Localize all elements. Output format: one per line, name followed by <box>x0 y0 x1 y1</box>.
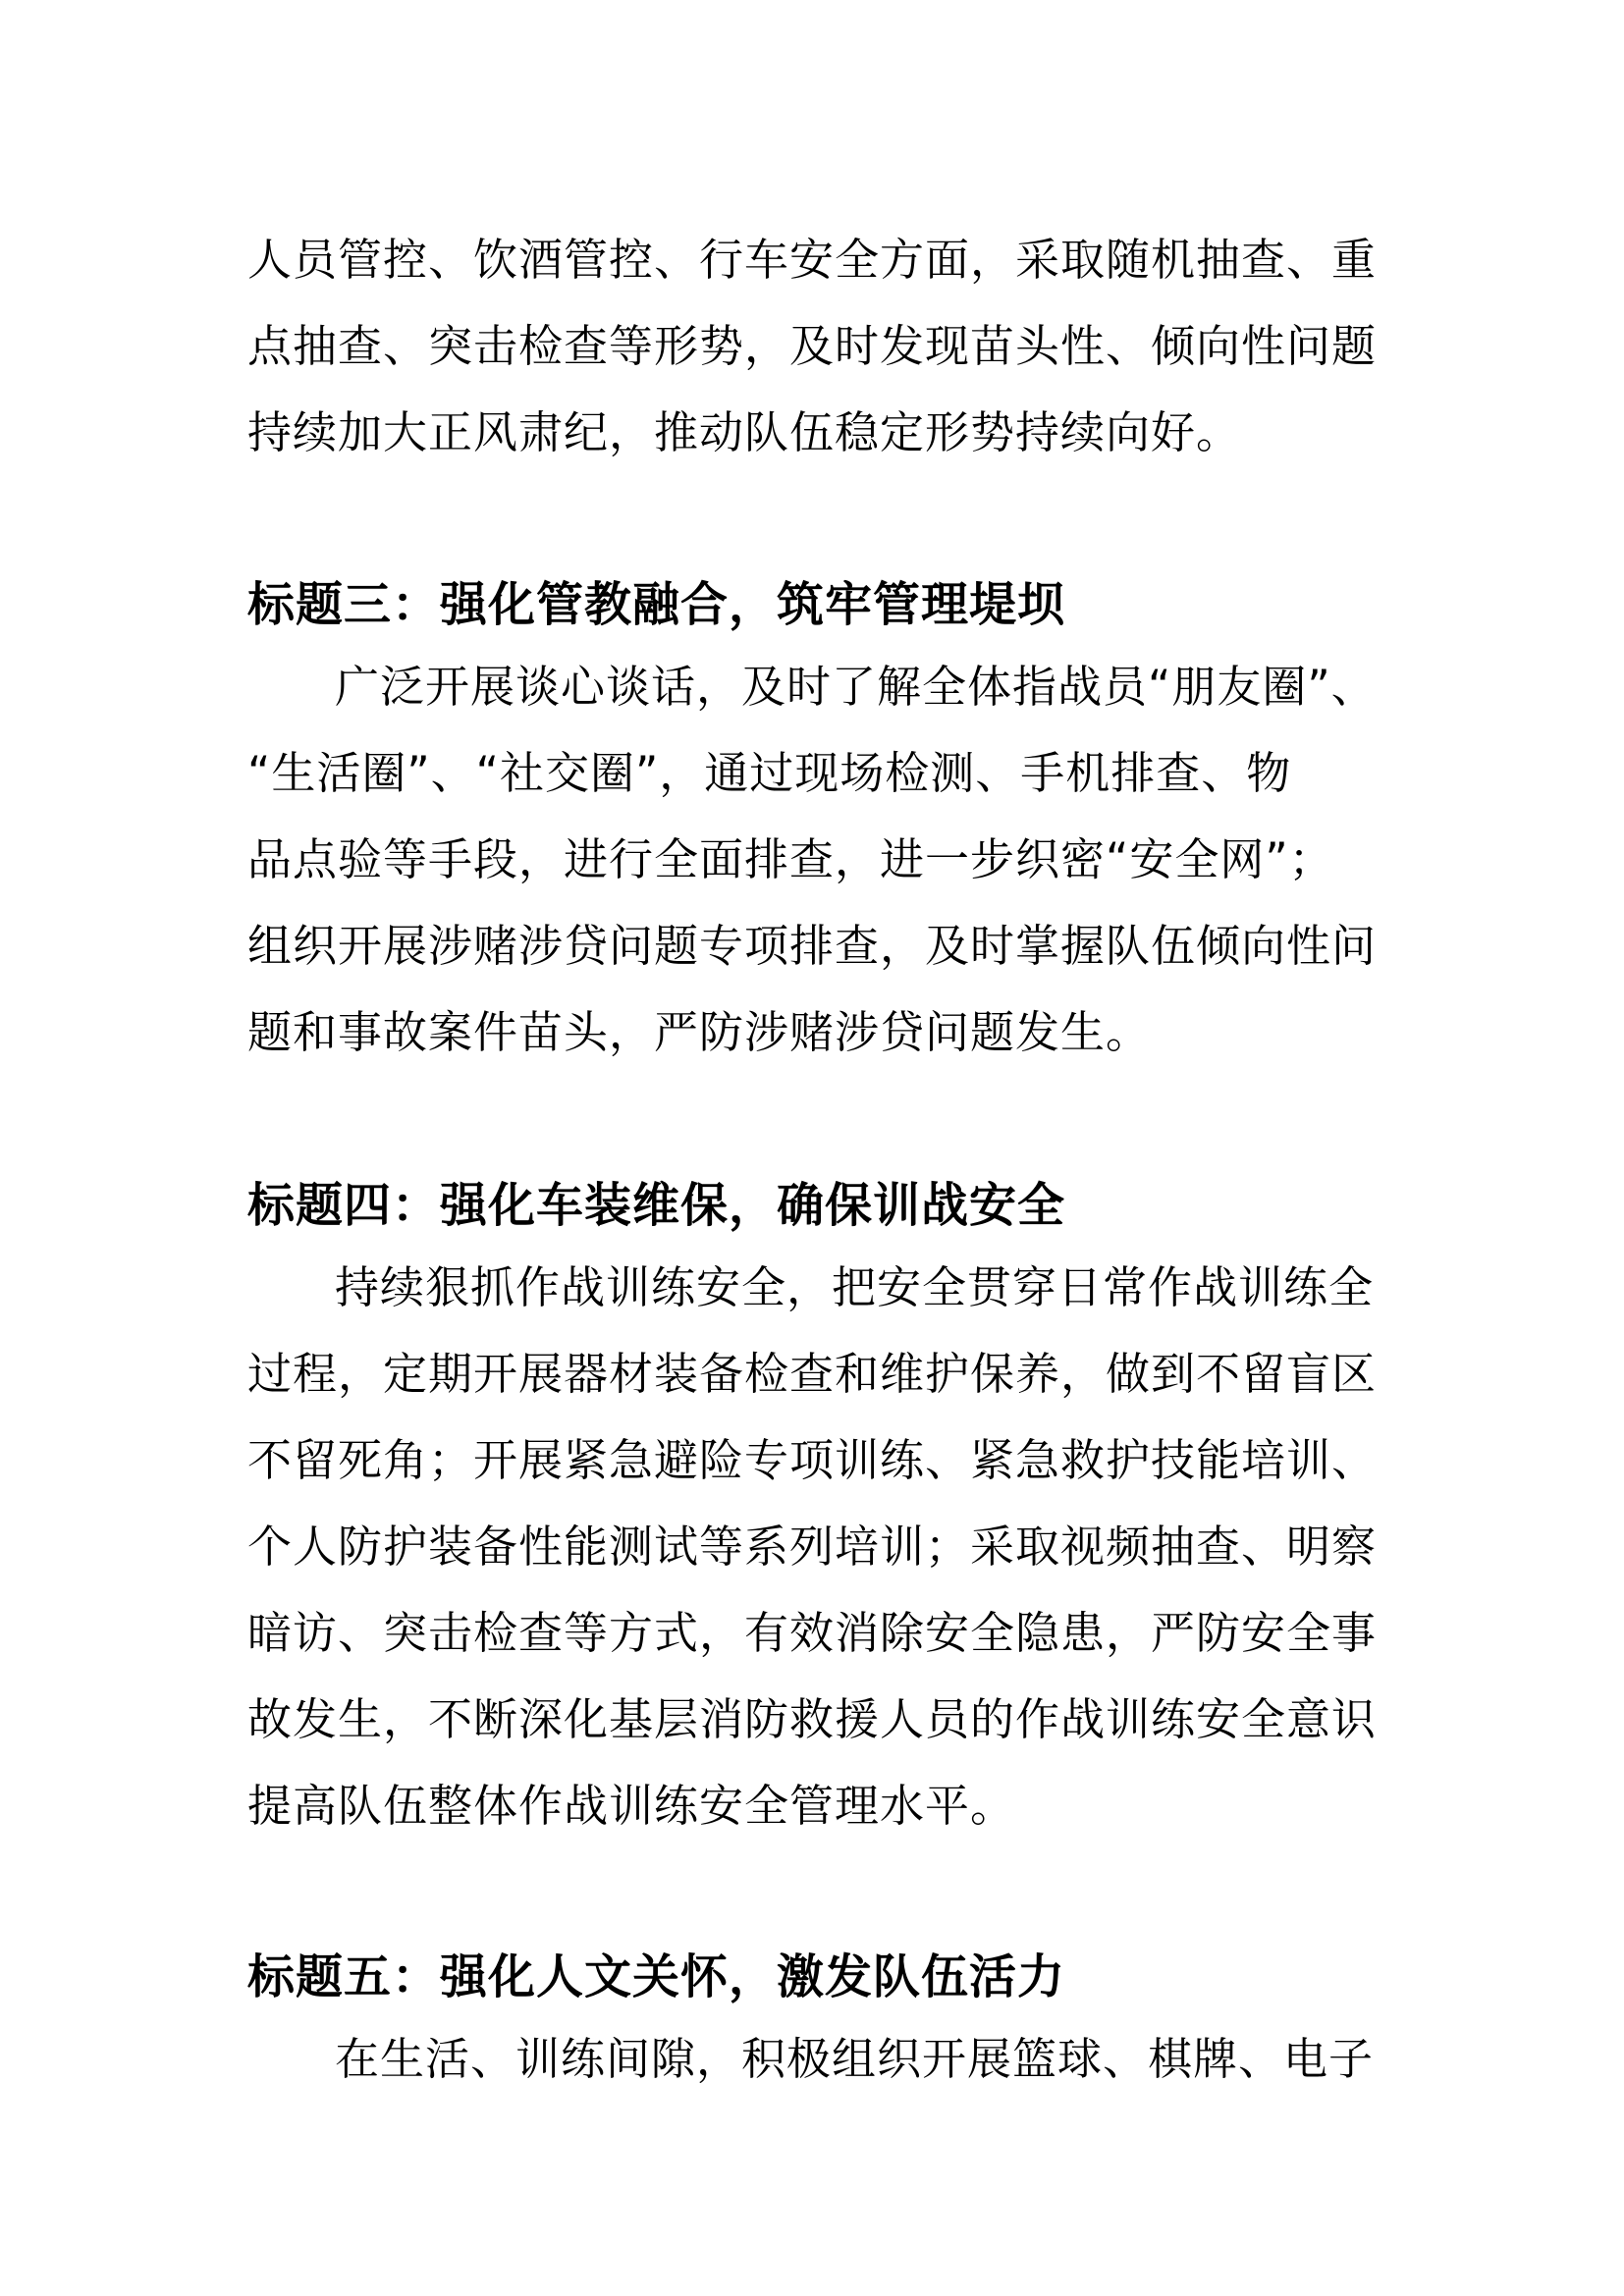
paragraph-line: 持续狠抓作战训练安全，把安全贯穿日常作战训练全 <box>335 1261 1375 1313</box>
paragraph-line: “生活圈”、“社交圈”，通过现场检测、手机排查、物 <box>247 747 1292 799</box>
paragraph-line: 故发生，不断深化基层消防救援人员的作战训练安全意识 <box>247 1693 1378 1745</box>
paragraph-line: 组织开展涉赌涉贷问题专项排查，及时掌握队伍倾向性问 <box>247 920 1378 972</box>
paragraph-line: 提高队伍整体作战训练安全管理水平。 <box>247 1780 1016 1832</box>
section-heading-3: 标题三：强化管教融合，筑牢管理堤坝 <box>247 577 1066 632</box>
paragraph-line: 题和事故案件苗头，严防涉赌涉贷问题发生。 <box>247 1006 1152 1058</box>
section-heading-4: 标题四：强化车装维保，确保训战安全 <box>247 1178 1066 1233</box>
paragraph-line: 暗访、突击检查等方式，有效消除安全隐患，严防安全事 <box>247 1607 1378 1659</box>
paragraph-line: 品点验等手段，进行全面排查，进一步织密“安全网”； <box>247 833 1334 885</box>
paragraph-line: 广泛开展谈心谈话，及时了解全体指战员“朋友圈”、 <box>335 661 1377 713</box>
paragraph-line: 个人防护装备性能测试等系列培训；采取视频抽查、明察 <box>247 1521 1378 1573</box>
paragraph-line: 持续加大正风肃纪，推动队伍稳定形势持续向好。 <box>247 406 1242 458</box>
section-heading-5: 标题五：强化人文关怀，激发队伍活力 <box>247 1949 1066 2004</box>
paragraph-line: 人员管控、饮酒管控、行车安全方面，采取随机抽查、重 <box>247 234 1378 286</box>
paragraph-line: 过程，定期开展器材装备检查和维护保养，做到不留盲区 <box>247 1348 1378 1400</box>
paragraph-line: 点抽查、突击检查等形势，及时发现苗头性、倾向性问题 <box>247 320 1378 372</box>
paragraph-line: 在生活、训练间隙，积极组织开展篮球、棋牌、电子 <box>335 2033 1375 2085</box>
paragraph-line: 不留死角；开展紧急避险专项训练、紧急救护技能培训、 <box>247 1434 1378 1486</box>
